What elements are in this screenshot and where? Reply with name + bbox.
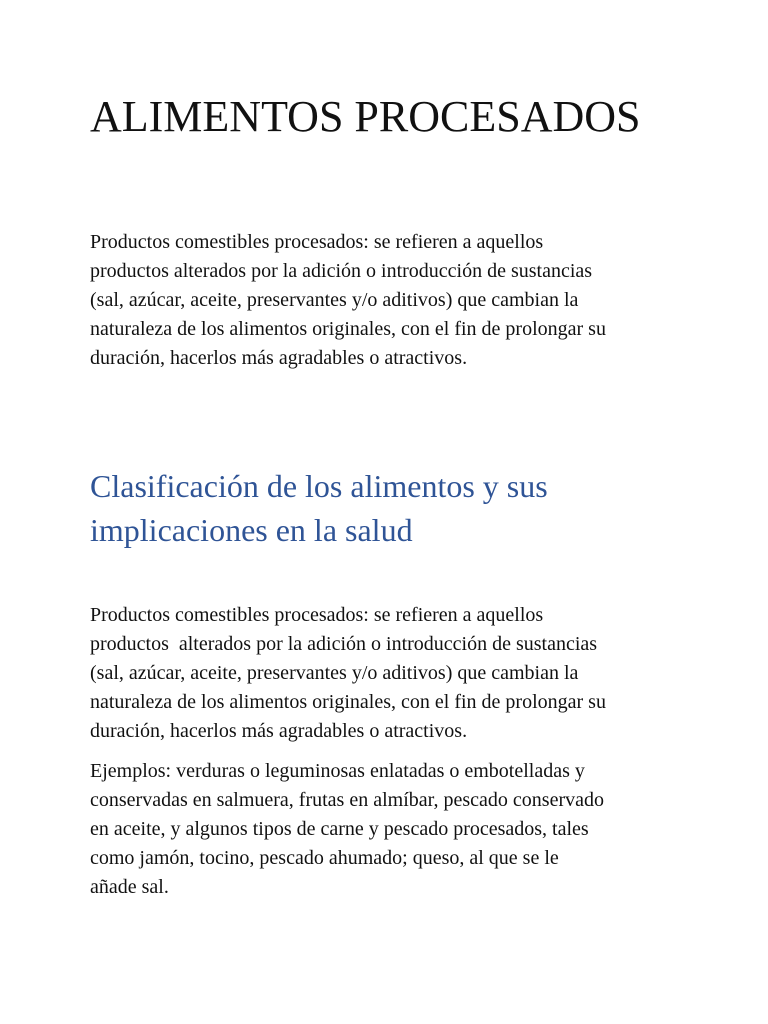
paragraph-line: naturaleza de los alimentos originales, con el fin de prolongar su [90, 318, 606, 340]
paragraph-line: Productos comestibles procesados: se refieren a aquellos [90, 604, 544, 626]
paragraph-examples [90, 757, 604, 902]
heading-line: implicaciones en la salud [90, 512, 413, 548]
paragraph-line: naturaleza de los alimentos originales, con el fin de prolongar su [90, 691, 606, 713]
paragraph-line: (sal, azúcar, aceite, preservantes y/o aditivos) que cambian la [90, 662, 579, 684]
paragraph-line: conservadas en salmuera, frutas en almíbar, pescado conservado [90, 789, 604, 811]
paragraph-line: productos alterados por la adición o introducción de sustancias [90, 260, 593, 282]
paragraph-line: duración, hacerlos más agradables o atractivos. [90, 720, 468, 742]
paragraph-line: Ejemplos: verduras o leguminosas enlatadas o embotelladas y [90, 760, 585, 782]
paragraph-line: Productos comestibles procesados: se refieren a aquellos [90, 231, 544, 253]
paragraph-line: productos alterados por la adición o introducción de sustancias [90, 633, 598, 655]
paragraph-definition-repeat [90, 601, 606, 746]
paragraph-definition [90, 228, 606, 373]
paragraph-line: duración, hacerlos más agradables o atractivos. [90, 347, 468, 369]
heading-line: Clasificación de los alimentos y sus [90, 468, 548, 504]
document-page [90, 0, 690, 1024]
paragraph-line: en aceite, y algunos tipos de carne y pescado procesados, tales [90, 818, 589, 840]
document-title: ALIMENTOS PROCESADOS [90, 92, 641, 141]
section-heading [90, 464, 548, 552]
paragraph-line: como jamón, tocino, pescado ahumado; queso, al que se le [90, 847, 559, 869]
paragraph-line: añade sal. [90, 876, 169, 898]
paragraph-line: (sal, azúcar, aceite, preservantes y/o aditivos) que cambian la [90, 289, 579, 311]
